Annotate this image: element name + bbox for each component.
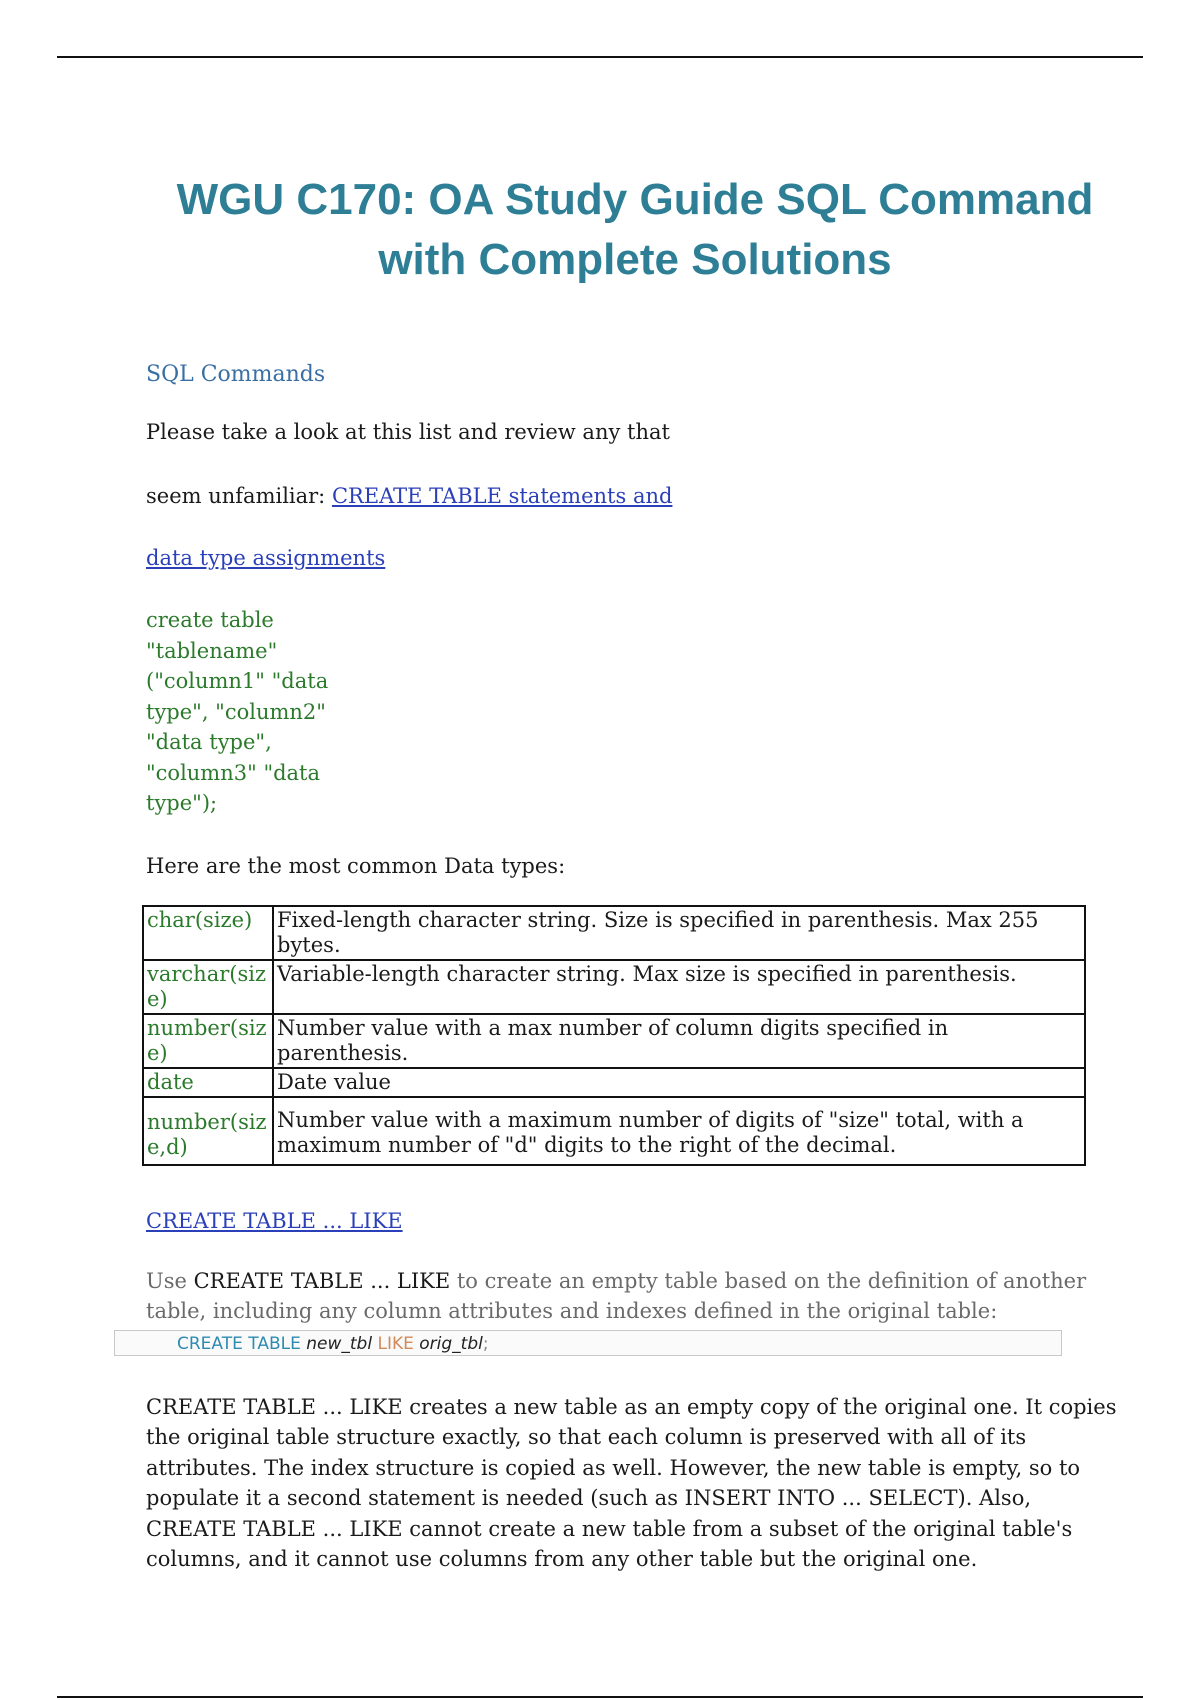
type-description: Number value with a maximum number of digits of "size" total, with a maximum number of "d" digits to the right of the decimal.	[273, 1097, 1085, 1165]
create-table-statements-link[interactable]: CREATE TABLE statements and	[331, 484, 673, 508]
create-table-like-link[interactable]: CREATE TABLE ... LIKE	[146, 1208, 403, 1233]
like-description	[146, 1266, 1136, 1326]
syntax-line: "tablename"	[146, 638, 278, 663]
syntax-line: type");	[146, 791, 218, 815]
type-name: char(size)	[143, 906, 273, 960]
intro-line-2	[146, 481, 1126, 511]
type-name: varchar(size)	[143, 960, 273, 1014]
table-row	[143, 960, 1085, 1014]
like-keyword: CREATE TABLE ... LIKE	[193, 1268, 451, 1293]
code-semicolon: ;	[482, 1333, 489, 1354]
code-orig-table: orig_tbl	[419, 1333, 483, 1354]
type-description: Fixed-length character string. Size is specified in parenthesis. Max 255 bytes.	[273, 906, 1085, 960]
title-line-1: WGU C170: OA Study Guide SQL Command	[176, 175, 1094, 224]
title-line-2: with Complete Solutions	[378, 235, 892, 284]
data-types-table	[142, 905, 1086, 1166]
main-content	[146, 362, 1126, 1575]
type-name: number(size)	[143, 1014, 273, 1068]
syntax-line: "data type",	[146, 730, 272, 754]
create-table-syntax	[146, 605, 346, 819]
table-row	[143, 1068, 1085, 1097]
bottom-rule	[57, 1696, 1143, 1698]
like-use-rest: to create an empty table based on the definition of another table, including any column attributes and indexes defined in the original table:	[146, 1268, 1087, 1323]
code-keyword-create-table: CREATE TABLE	[177, 1333, 301, 1354]
like-explanation: CREATE TABLE ... LIKE creates a new table as an empty copy of the original one. It copies the original table structure exactly, so that each column is preserved with all of its attributes. The index structure is copied as well. However, the new table is empty, so to populate it a second statement is needed (such as INSERT INTO ... SELECT). Also, CREATE TABLE ... LIKE cannot create a new table from a subset of the original table's columns, and it cannot use columns from any other table but the original one.	[146, 1394, 1117, 1571]
syntax-line: create table	[146, 608, 274, 632]
type-description: Number value with a max number of column digits specified in parenthesis.	[273, 1014, 1085, 1068]
code-keyword-like: LIKE	[377, 1333, 414, 1354]
type-description: Date value	[273, 1068, 1085, 1097]
code-new-table: new_tbl	[306, 1333, 373, 1354]
intro-line-2-text: seem unfamiliar:	[146, 484, 332, 508]
link-continuation	[146, 543, 1126, 573]
intro-line-1: Please take a look at this list and review any that	[146, 420, 670, 444]
types-intro: Here are the most common Data types:	[146, 853, 566, 878]
syntax-line: "column3" "data	[146, 760, 321, 785]
section-heading: SQL Commands	[146, 362, 326, 387]
type-description: Variable-length character string. Max size is specified in parenthesis.	[273, 960, 1085, 1014]
top-rule	[57, 56, 1143, 58]
code-example	[114, 1330, 1062, 1356]
page-title	[140, 170, 1130, 290]
like-heading	[146, 1206, 1126, 1236]
type-name: number(size,d)	[143, 1097, 273, 1165]
syntax-line: type", "column2"	[146, 699, 326, 724]
table-row	[143, 906, 1085, 960]
data-type-assignments-link[interactable]: data type assignments	[146, 546, 386, 570]
table-row	[143, 1097, 1085, 1165]
table-row	[143, 1014, 1085, 1068]
type-name: date	[143, 1068, 273, 1097]
like-use-prefix: Use	[146, 1268, 194, 1293]
syntax-line: ("column1" "data	[146, 669, 329, 693]
